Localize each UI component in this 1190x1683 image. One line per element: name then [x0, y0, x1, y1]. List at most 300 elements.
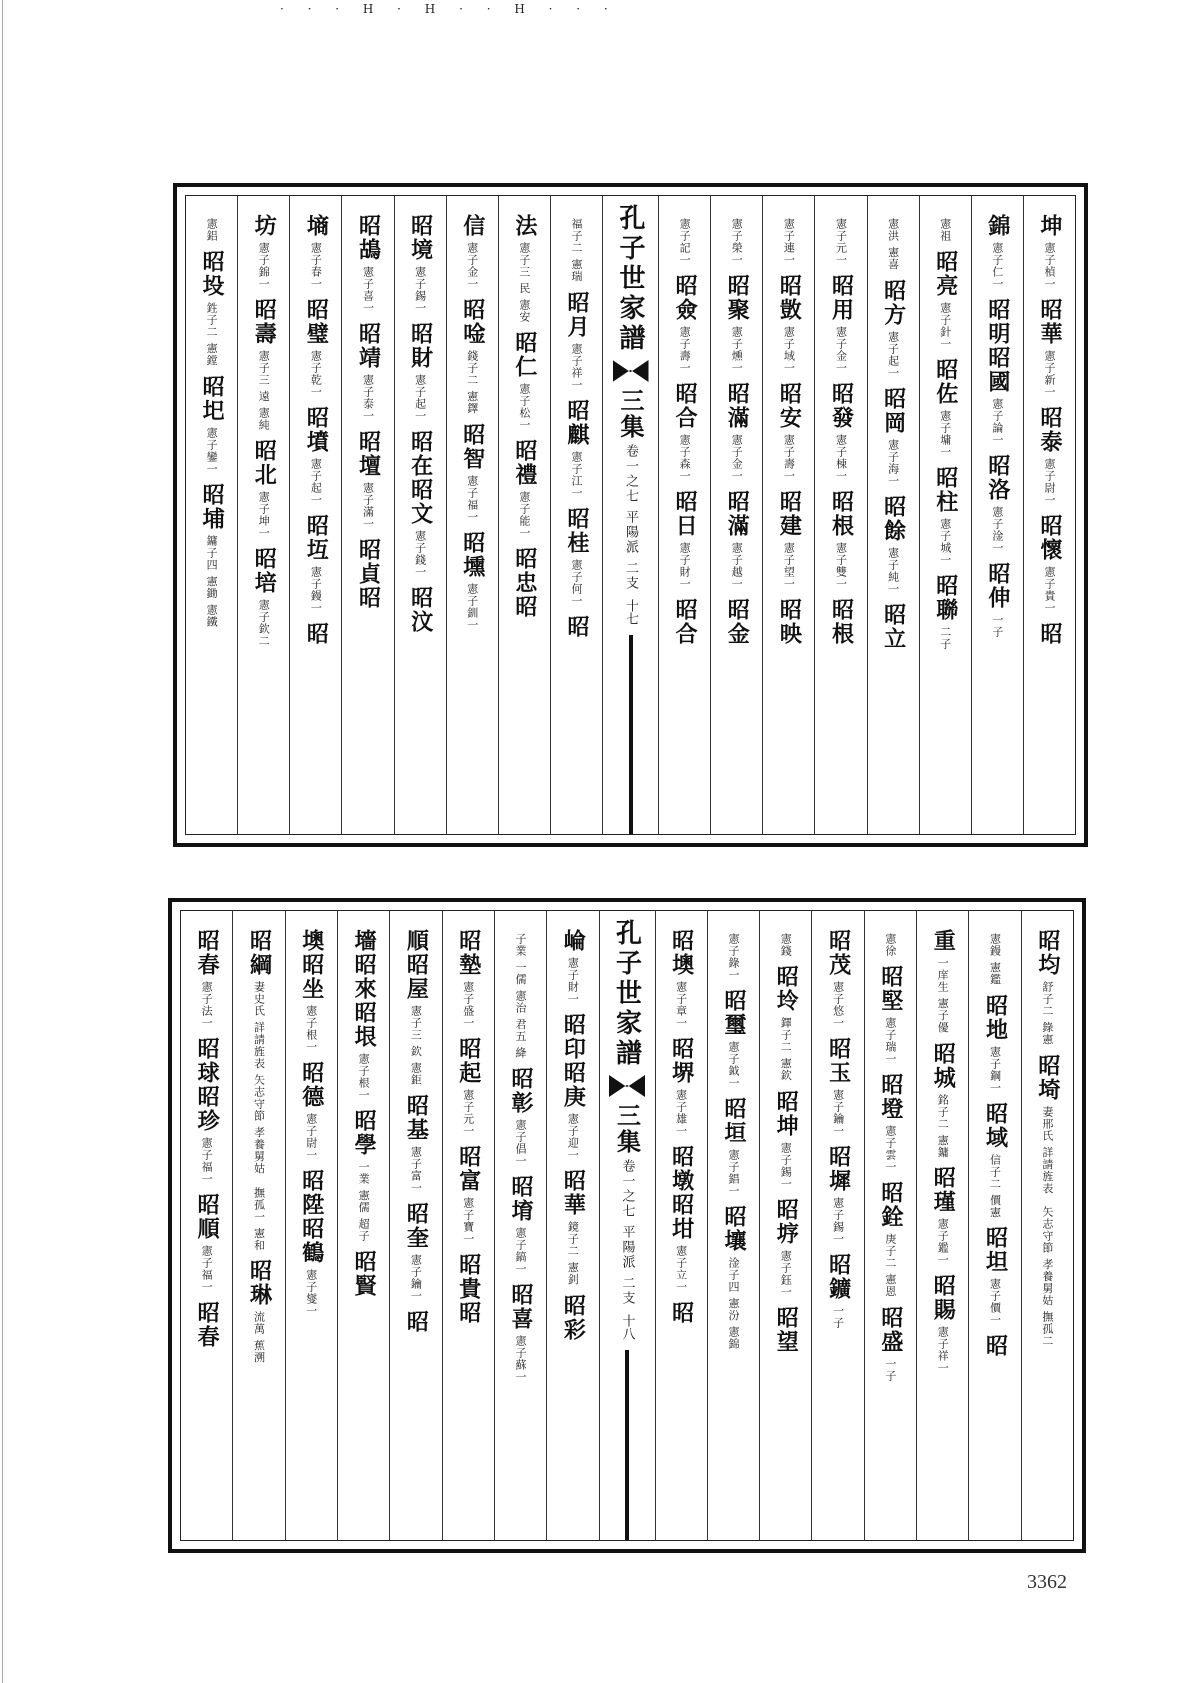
person-note: 憲子錫一	[413, 266, 427, 314]
person-name: 昭僉	[672, 274, 699, 322]
person-name: 昭庚	[560, 1061, 587, 1109]
entry-column	[232, 911, 284, 1540]
person-note: 憲子錫一	[779, 1141, 793, 1190]
person-note: 憲子鏝一	[309, 566, 323, 614]
person-note: 憲子壽一	[678, 326, 692, 374]
entry-column	[658, 196, 710, 834]
person-note: 憲子倡一	[514, 1119, 528, 1167]
person-note: 鐸子二 憲欽	[779, 1017, 793, 1082]
person-name: 昭賜	[930, 1274, 957, 1322]
volume-info: 卷一之七 平陽派 二支	[619, 1159, 635, 1307]
person-note: 妻邢氏 詳請旌表	[1040, 1105, 1054, 1194]
entry-column	[1023, 196, 1075, 834]
person-name: 昭彰	[508, 1067, 535, 1115]
person-name: 昭銓	[877, 1181, 904, 1229]
person-note: 錢子二 憲鐸	[465, 350, 479, 415]
person-note: 撫孤一 憲和	[252, 1186, 266, 1251]
person-name: 昭璧	[303, 298, 330, 346]
person-name: 昭日	[672, 490, 699, 538]
person-note: 庚子二 憲恩	[883, 1233, 897, 1298]
person-note: 憲子望一	[782, 542, 796, 590]
person-name: 昭盛	[877, 1305, 904, 1354]
person-name: 昭	[668, 1301, 695, 1325]
person-name: 昭城	[930, 1041, 957, 1090]
person-name: 昭垣	[720, 1097, 747, 1145]
person-note: 憲子迎一	[566, 1113, 580, 1161]
panel-columns	[186, 196, 1075, 834]
person-note: 憲子雲一	[883, 1125, 897, 1173]
person-note: 子業 一儒 憲治 君五 絳	[514, 933, 528, 1059]
person-note: 憲子鋼一	[988, 1045, 1002, 1094]
person-note: 一業 憲儒 超子	[357, 1161, 371, 1242]
person-note: 憲子雙一	[834, 542, 848, 590]
person-name: 昭忠	[511, 547, 538, 595]
person-name: 坤	[1036, 214, 1063, 238]
person-name: 昭	[511, 595, 538, 619]
person-name: 昭唫	[459, 298, 486, 346]
person-name: 昭鴣	[355, 214, 382, 262]
person-name: 昭國	[984, 346, 1011, 394]
person-note: 憲子元一	[834, 218, 848, 266]
person-note: 憲鏝 憲鑑	[988, 933, 1002, 986]
person-name: 昭	[403, 1310, 430, 1334]
person-name: 昭	[563, 614, 590, 639]
person-name: 墺	[298, 929, 325, 953]
person-note: 憲子鉞一	[726, 1041, 740, 1089]
person-note: 憲子喜一	[361, 266, 375, 314]
person-note: 憲子金一	[465, 242, 479, 290]
person-note: 憲子燮一	[304, 1269, 318, 1317]
person-note: 憲子起一	[886, 330, 900, 379]
person-name: 昭滿	[724, 382, 751, 430]
person-name: 昭彩	[560, 1293, 587, 1342]
person-note: 憲子起一	[413, 374, 427, 422]
person-name: 昭墳	[303, 406, 330, 454]
person-name: 昭茂	[825, 929, 852, 977]
person-name: 昭貞	[355, 538, 382, 586]
person-note: 憲子燻一	[730, 326, 744, 374]
person-note: 信子二 價憲	[988, 1153, 1002, 1218]
person-name: 昭	[982, 1334, 1009, 1358]
person-name: 昭桂	[563, 506, 590, 555]
entry-column	[867, 196, 919, 834]
person-name: 昭春	[194, 929, 221, 977]
volume-info: 卷一之七 平陽派 二支	[623, 444, 638, 592]
person-note: 憲子江一	[569, 450, 583, 499]
person-name: 昭映	[776, 598, 803, 646]
person-note: 憲子貴一	[1042, 566, 1056, 614]
person-name: 昭麒	[563, 398, 590, 447]
entry-column	[916, 911, 968, 1540]
collection-label: 三集	[612, 1103, 642, 1155]
person-name: 昭智	[459, 422, 486, 471]
person-note: 憲子淦一	[990, 506, 1004, 554]
person-note: 憲子論一	[990, 398, 1004, 446]
entry-column	[919, 196, 971, 834]
person-note: 鏞子四 憲鋤 憲鐵	[205, 534, 219, 628]
person-name: 昭聯	[932, 574, 959, 622]
person-note: 流萬 蕉溯	[252, 1311, 266, 1364]
person-name: 坊	[251, 214, 278, 238]
person-name: 昭	[455, 1301, 482, 1325]
genealogy-page-18	[168, 898, 1086, 1553]
person-note: 憲子城一	[938, 518, 952, 566]
person-name: 昭喜	[508, 1283, 535, 1331]
person-name: 昭壎	[459, 530, 486, 579]
person-name: 昭堅	[877, 965, 904, 1013]
person-note: 憲子財一	[566, 957, 580, 1005]
person-name: 昭合	[672, 382, 699, 430]
person-note: 憲子盛一	[461, 981, 475, 1029]
entry-column	[237, 196, 289, 834]
person-name: 昭用	[828, 274, 855, 322]
fish-tail-mark	[613, 360, 649, 382]
person-name: 昭春	[194, 1301, 221, 1349]
person-note: 憲子蘇一	[514, 1335, 528, 1383]
person-note: 憲子仁一	[990, 242, 1004, 290]
person-name: 昭學	[351, 1109, 378, 1157]
person-note: 憲子連一	[782, 218, 796, 266]
person-note: 憲祖	[938, 218, 952, 242]
entry-column	[1021, 911, 1073, 1540]
folio-number: 十八	[619, 1314, 635, 1341]
book-title: 孔子世家譜	[611, 919, 642, 1069]
entry-column	[762, 196, 814, 834]
person-note: 憲子域一	[782, 326, 796, 374]
person-name: 昭境	[407, 214, 434, 262]
folio-number: 十七	[623, 599, 638, 626]
person-note: 憲錢	[779, 933, 793, 957]
person-name: 昭禮	[511, 439, 538, 487]
person-name: 昭堉	[508, 1175, 535, 1223]
fish-tail-mark	[609, 1075, 645, 1097]
person-name: 昭伸	[984, 562, 1011, 610]
person-note: 憲子富一	[409, 1146, 423, 1194]
person-name: 昭璽	[720, 989, 747, 1037]
center-title-column	[599, 911, 655, 1540]
person-name: 昭華	[560, 1169, 587, 1217]
person-name: 昭來	[351, 953, 378, 1001]
person-note: 憲子鑰一	[409, 1254, 423, 1302]
person-name: 昭聚	[724, 274, 751, 322]
person-name: 昭在	[407, 430, 434, 478]
person-name: 昭珍	[194, 1085, 221, 1133]
person-name: 昭墱	[877, 1073, 904, 1121]
person-note: 憲子棟一	[834, 434, 848, 482]
person-note: 淦子四 憲汾 憲錦	[726, 1257, 740, 1350]
person-name: 昭望	[773, 1305, 800, 1354]
person-note: 憲子祥一	[936, 1326, 950, 1374]
person-note: 憲子鈺一	[779, 1249, 793, 1298]
person-name: 昭坐	[298, 953, 325, 1001]
entry-column	[550, 196, 602, 834]
entry-column	[814, 196, 866, 834]
center-rule	[625, 1350, 629, 1540]
entry-column	[181, 911, 232, 1540]
person-name: 昭懷	[1036, 514, 1063, 562]
person-note: 憲子新一	[1042, 350, 1056, 398]
person-note: 憲子春一	[309, 242, 323, 290]
person-name: 昭坄	[199, 250, 226, 298]
person-name: 昭根	[828, 490, 855, 538]
person-note: 憲子法一	[200, 981, 214, 1029]
person-note: 憲子三 民 憲安	[517, 242, 531, 323]
person-name: 昭明	[984, 298, 1011, 346]
entry-column	[389, 911, 441, 1540]
person-note: 憲子越一	[730, 542, 744, 590]
person-name: 崘	[560, 929, 587, 953]
person-note: 憲子能一	[517, 491, 531, 539]
person-note: 憲子錫一	[831, 1197, 845, 1245]
person-note: 憲子瑞一	[883, 1017, 897, 1065]
person-name: 順	[403, 929, 430, 953]
entry-column	[864, 911, 916, 1540]
person-name: 昭壤	[720, 1205, 747, 1253]
person-note: 一子	[831, 1305, 845, 1329]
person-name: 昭建	[776, 490, 803, 538]
person-note: 憲子章一	[674, 981, 688, 1029]
panel-columns	[181, 911, 1073, 1540]
person-name: 昭基	[403, 1094, 430, 1142]
person-name: 昭	[303, 622, 330, 646]
person-name: 昭順	[194, 1193, 221, 1241]
person-note: 鏡子二 憲釗	[566, 1221, 580, 1286]
person-note: 憲子根一	[357, 1053, 371, 1101]
person-name: 昭堺	[668, 1037, 695, 1085]
person-note: 銘子二 憲鏞	[936, 1093, 950, 1158]
person-note: 憲子錢一	[413, 530, 427, 578]
entry-column	[707, 911, 759, 1540]
person-note: 憲子福一	[200, 1137, 214, 1185]
person-name: 昭靖	[355, 322, 382, 370]
person-note: 二子	[938, 626, 952, 650]
person-note: 憲子三 欽 憲鉅	[409, 1005, 423, 1086]
person-name: 昭壇	[355, 430, 382, 478]
person-note: 憲子尉一	[1042, 458, 1056, 506]
person-name: 昭滿	[724, 490, 751, 538]
person-name: 昭財	[407, 322, 434, 370]
center-rule	[629, 635, 633, 834]
entry-column	[446, 196, 498, 834]
page-edge-rule	[2, 0, 3, 1683]
entry-column	[968, 911, 1020, 1540]
person-name: 昭瑾	[930, 1166, 957, 1214]
entry-column	[289, 196, 341, 834]
person-name: 昭泰	[1036, 406, 1063, 454]
person-note: 憲子何一	[569, 558, 583, 607]
person-name: 墒	[303, 214, 330, 238]
person-note: 憲子鑾一	[205, 426, 219, 475]
person-note: 憲子泰一	[361, 374, 375, 422]
entry-column	[494, 911, 546, 1540]
entry-column	[655, 911, 707, 1540]
person-name: 昭壽	[251, 298, 278, 346]
person-name: 昭亮	[932, 250, 959, 298]
person-note: 憲子榮一	[730, 218, 744, 266]
center-title-column	[602, 196, 658, 834]
person-name: 昭發	[828, 382, 855, 430]
collection-label: 三集	[616, 388, 645, 440]
person-name: 昭垿	[773, 1197, 800, 1246]
person-note: 憲徐	[883, 933, 897, 957]
person-note: 憲子寶一	[461, 1197, 475, 1245]
top-strip-residue: · · · H · H · · H · · ·	[280, 2, 618, 16]
person-note: 一子	[990, 614, 1004, 638]
person-name: 昭墩	[668, 1145, 695, 1193]
person-note: 憲子墉一	[938, 410, 952, 458]
person-note: 舒子二 錄憲	[1040, 981, 1054, 1046]
person-name: 昭仁	[511, 331, 538, 379]
person-name: 昭域	[982, 1101, 1009, 1150]
person-name: 昭墀	[825, 1145, 852, 1193]
person-name: 墻	[351, 929, 378, 953]
person-name: 昭鶴	[298, 1217, 325, 1265]
person-name: 昭柱	[932, 466, 959, 514]
person-name: 昭坤	[773, 1089, 800, 1138]
person-name: 重	[930, 929, 957, 953]
page-number: 3362	[1027, 1571, 1067, 1593]
person-name: 昭墊	[455, 929, 482, 977]
person-note: 憲子針一	[938, 302, 952, 350]
person-name: 昭墺	[668, 929, 695, 977]
person-note: 憲子金一	[730, 434, 744, 482]
person-name: 昭奎	[403, 1202, 430, 1250]
person-name: 昭屋	[403, 953, 430, 1001]
person-name: 昭起	[455, 1037, 482, 1085]
person-name: 昭坦	[982, 1226, 1009, 1274]
person-name: 昭坽	[773, 965, 800, 1013]
person-note: 憲子元一	[461, 1089, 475, 1137]
person-note: 憲子楨一	[1042, 242, 1056, 290]
person-name: 昭貴	[455, 1253, 482, 1301]
person-name: 昭岡	[880, 386, 907, 435]
person-name: 昭敳	[776, 274, 803, 322]
person-name: 昭餘	[880, 494, 907, 543]
person-name: 昭北	[251, 439, 278, 487]
person-note: 矢志守節 孝養舅姑 撫孤二	[1040, 1206, 1054, 1347]
person-name: 昭金	[724, 598, 751, 646]
person-note: 憲子純一	[886, 546, 900, 595]
person-name: 昭綱	[246, 929, 273, 977]
person-note: 憲子錄一	[726, 933, 740, 981]
person-note: 憲子欽二	[257, 599, 271, 647]
person-note: 憲子起一	[309, 458, 323, 506]
entry-column	[285, 911, 337, 1540]
person-note: 憲子福一	[200, 1245, 214, 1293]
person-name: 昭均	[1034, 929, 1061, 977]
person-name: 昭垠	[351, 1001, 378, 1049]
entry-column	[337, 911, 389, 1540]
entry-column	[498, 196, 550, 834]
person-note: 憲子祥一	[569, 342, 583, 391]
person-name: 昭陞	[298, 1169, 325, 1217]
person-note: 憲子鑰一	[831, 1089, 845, 1137]
person-note: 憲子尉一	[304, 1113, 318, 1161]
person-name: 昭鑛	[825, 1253, 852, 1301]
person-name: 信	[459, 214, 486, 238]
person-note: 憲子雄一	[674, 1089, 688, 1137]
person-note: 一子	[883, 1357, 897, 1382]
person-name: 昭月	[563, 290, 590, 339]
person-name: 昭琳	[246, 1259, 273, 1307]
person-note: 憲子價一	[988, 1278, 1002, 1326]
person-name: 昭地	[982, 993, 1009, 1042]
person-name: 昭坩	[668, 1193, 695, 1241]
person-name: 昭華	[1036, 298, 1063, 346]
person-name: 昭方	[880, 278, 907, 327]
person-note: 憲子三 遠 憲純	[257, 350, 271, 431]
person-note: 憲子坤一	[257, 491, 271, 539]
person-note: 憲子立一	[674, 1245, 688, 1293]
person-note: 憲子森一	[678, 434, 692, 482]
person-note: 憲鋁	[205, 218, 219, 242]
person-note: 憲子金一	[834, 326, 848, 374]
person-name: 昭印	[560, 1013, 587, 1061]
person-name: 昭安	[776, 382, 803, 430]
person-name: 昭合	[672, 598, 699, 646]
person-note: 憲子松一	[517, 383, 531, 431]
person-note: 憲子記一	[678, 218, 692, 266]
person-name: 昭培	[251, 547, 278, 595]
person-note: 憲子鑑一	[936, 1218, 950, 1266]
person-note: 憲子海一	[886, 438, 900, 487]
person-name: 昭洛	[984, 454, 1011, 502]
person-name: 昭玉	[825, 1037, 852, 1085]
person-name: 昭	[1036, 622, 1063, 646]
person-name: 昭汶	[407, 586, 434, 634]
person-name: 昭埔	[199, 482, 226, 531]
entry-column	[341, 196, 393, 834]
person-note: 憲子福一	[465, 474, 479, 523]
person-note: 妻史氏 詳請旌表 矢志守節 孝養舅姑	[252, 981, 266, 1175]
person-name: 昭坘	[303, 514, 330, 562]
person-note: 憲子財一	[678, 542, 692, 590]
person-note: 憲子壽一	[782, 434, 796, 482]
entry-column	[971, 196, 1023, 834]
entry-column	[710, 196, 762, 834]
person-name: 昭佐	[932, 358, 959, 406]
entry-column	[546, 911, 598, 1540]
person-note: 憲子釧一	[465, 582, 479, 631]
entry-column	[442, 911, 494, 1540]
book-title: 孔子世家譜	[615, 204, 645, 354]
person-note: 憲子錦一	[257, 242, 271, 290]
entry-column	[394, 196, 446, 834]
person-note: 憲子乾一	[309, 350, 323, 398]
person-note: 一庠生 憲子優	[936, 957, 950, 1034]
person-name: 昭賢	[351, 1250, 378, 1298]
person-name: 昭立	[880, 602, 907, 651]
person-name: 昭球	[194, 1037, 221, 1085]
entry-column	[186, 196, 237, 834]
person-name: 昭埼	[1034, 1053, 1061, 1102]
person-note: 鉎子二 憲鏜	[205, 302, 219, 367]
person-note: 憲子錩一	[726, 1149, 740, 1197]
person-name: 昭德	[298, 1061, 325, 1109]
person-note: 憲子悠一	[831, 981, 845, 1029]
person-name: 昭	[355, 586, 382, 610]
person-name: 昭圯	[199, 374, 226, 423]
person-name: 昭文	[407, 478, 434, 526]
person-note: 憲洪 憲喜	[886, 218, 900, 271]
person-note: 福子二 憲瑞	[569, 218, 583, 283]
person-name: 昭富	[455, 1145, 482, 1193]
person-name: 法	[511, 214, 538, 238]
genealogy-page-17	[173, 183, 1088, 847]
person-note: 憲子滿一	[361, 482, 375, 530]
person-name: 昭根	[828, 598, 855, 646]
entry-column	[811, 911, 863, 1540]
